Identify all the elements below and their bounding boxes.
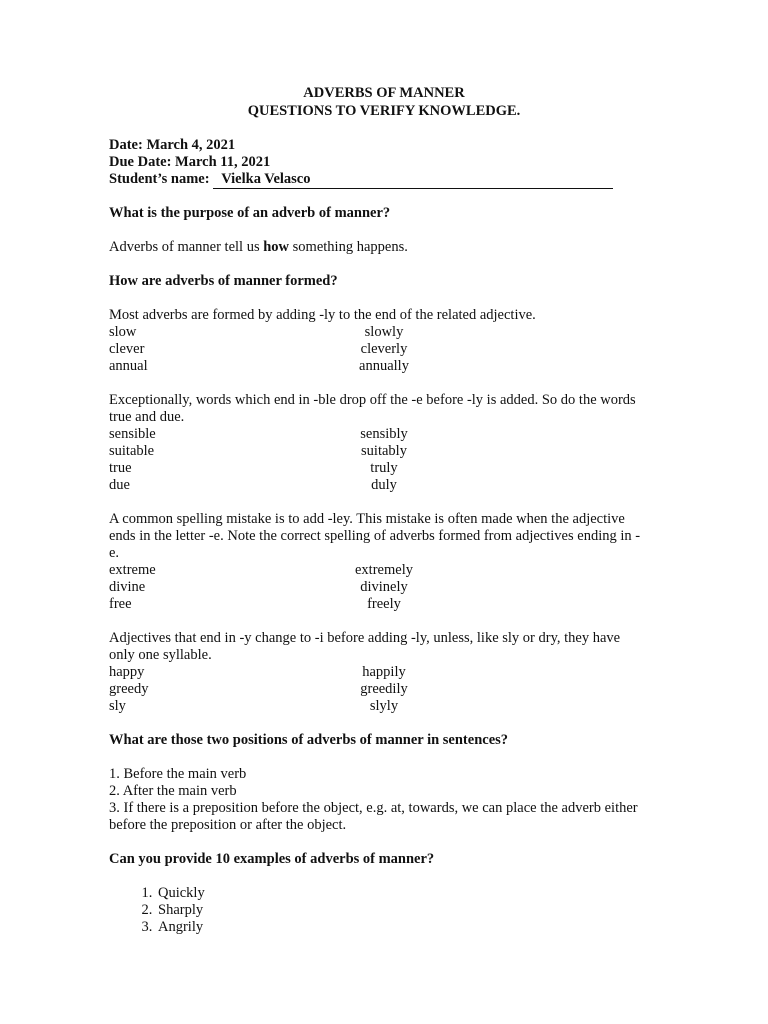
student-label: Student’s name: xyxy=(109,171,210,187)
adverb: slowly xyxy=(364,324,404,340)
assignment-info xyxy=(109,137,669,189)
list-item: 3. Angrily xyxy=(156,919,649,936)
adverb: greedily xyxy=(360,681,408,697)
word-pair-row xyxy=(109,664,649,681)
adverb: slyly xyxy=(369,698,399,714)
adjective: sly xyxy=(109,698,126,714)
question-purpose: What is the purpose of an adverb of manner? xyxy=(109,205,391,221)
date-line: Date: March 4, 2021 xyxy=(109,137,236,153)
word-pair-row xyxy=(109,324,649,341)
word-pair-row xyxy=(109,698,649,715)
adverb: divinely xyxy=(360,579,408,595)
question-formation: How are adverbs of manner formed? xyxy=(109,273,338,289)
list-item: 1. Quickly xyxy=(156,885,649,902)
adjective: annual xyxy=(109,358,148,374)
word-pair-row xyxy=(109,358,649,375)
word-pair-row xyxy=(109,596,649,613)
adverb: freely xyxy=(367,596,401,612)
adjective: divine xyxy=(109,579,146,595)
adverb: duly xyxy=(371,477,397,493)
formation-ble-paragraph: Exceptionally, words which end in -ble drop off the -e before -ly is added. So do the words true and due. xyxy=(109,392,636,425)
word-pair-row xyxy=(109,460,649,477)
formation-intro: Most adverbs are formed by adding -ly to the end of the related adjective. xyxy=(109,307,536,323)
adverb: happily xyxy=(362,664,406,680)
position-item: 3. If there is a preposition before the object, e.g. at, towards, we can place the adverb either before the preposition or after the object. xyxy=(109,800,638,833)
adjective: clever xyxy=(109,341,145,357)
word-pairs-2 xyxy=(109,426,649,494)
adjective: slow xyxy=(109,324,137,340)
position-item: 1. Before the main verb xyxy=(109,766,247,782)
student-line xyxy=(109,171,669,189)
question-positions: What are those two positions of adverbs of manner in sentences? xyxy=(109,732,509,748)
word-pairs-4 xyxy=(109,664,649,715)
word-pair-row xyxy=(109,477,649,494)
word-pair-row xyxy=(109,562,649,579)
adverb: suitably xyxy=(361,443,407,459)
word-pairs-1 xyxy=(109,324,649,375)
adverb: annually xyxy=(359,358,409,374)
list-item: 2. Sharply xyxy=(156,902,649,919)
word-pair-row xyxy=(109,681,649,698)
header xyxy=(0,84,768,120)
adjective: greedy xyxy=(109,681,149,697)
formation-y-paragraph: Adjectives that end in -y change to -i before adding -ly, unless, like sly or dry, they have only one syllable. xyxy=(109,630,621,663)
document-body xyxy=(109,205,649,936)
word-pair-row xyxy=(109,579,649,596)
word-pair-row xyxy=(109,426,649,443)
adjective: sensible xyxy=(109,426,156,442)
adverb: cleverly xyxy=(360,341,408,357)
adjective: extreme xyxy=(109,562,156,578)
answer-purpose: Adverbs of manner tell us how something happens. xyxy=(109,239,408,255)
word-pair-row xyxy=(109,341,649,358)
adjective: suitable xyxy=(109,443,155,459)
due-date-line: Due Date: March 11, 2021 xyxy=(109,154,271,170)
adverb: truly xyxy=(370,460,398,476)
student-name: Vielka Velasco xyxy=(213,171,613,189)
adjective: free xyxy=(109,596,132,612)
question-examples: Can you provide 10 examples of adverbs of manner? xyxy=(109,851,435,867)
formation-e-paragraph: A common spelling mistake is to add -ley. This mistake is often made when the adjective ends in the letter -e. Note the correct spelling of adverbs formed from adjectives ending in -e. xyxy=(109,511,641,561)
adjective: due xyxy=(109,477,130,493)
examples-list xyxy=(109,885,649,936)
adverb: sensibly xyxy=(360,426,408,442)
word-pairs-3 xyxy=(109,562,649,613)
word-pair-row xyxy=(109,443,649,460)
document-title: ADVERBS OF MANNER xyxy=(303,85,465,101)
adjective: happy xyxy=(109,664,145,680)
adverb: extremely xyxy=(355,562,413,578)
document-subtitle: QUESTIONS TO VERIFY KNOWLEDGE. xyxy=(247,103,521,119)
position-item: 2. After the main verb xyxy=(109,783,237,799)
adjective: true xyxy=(109,460,132,476)
